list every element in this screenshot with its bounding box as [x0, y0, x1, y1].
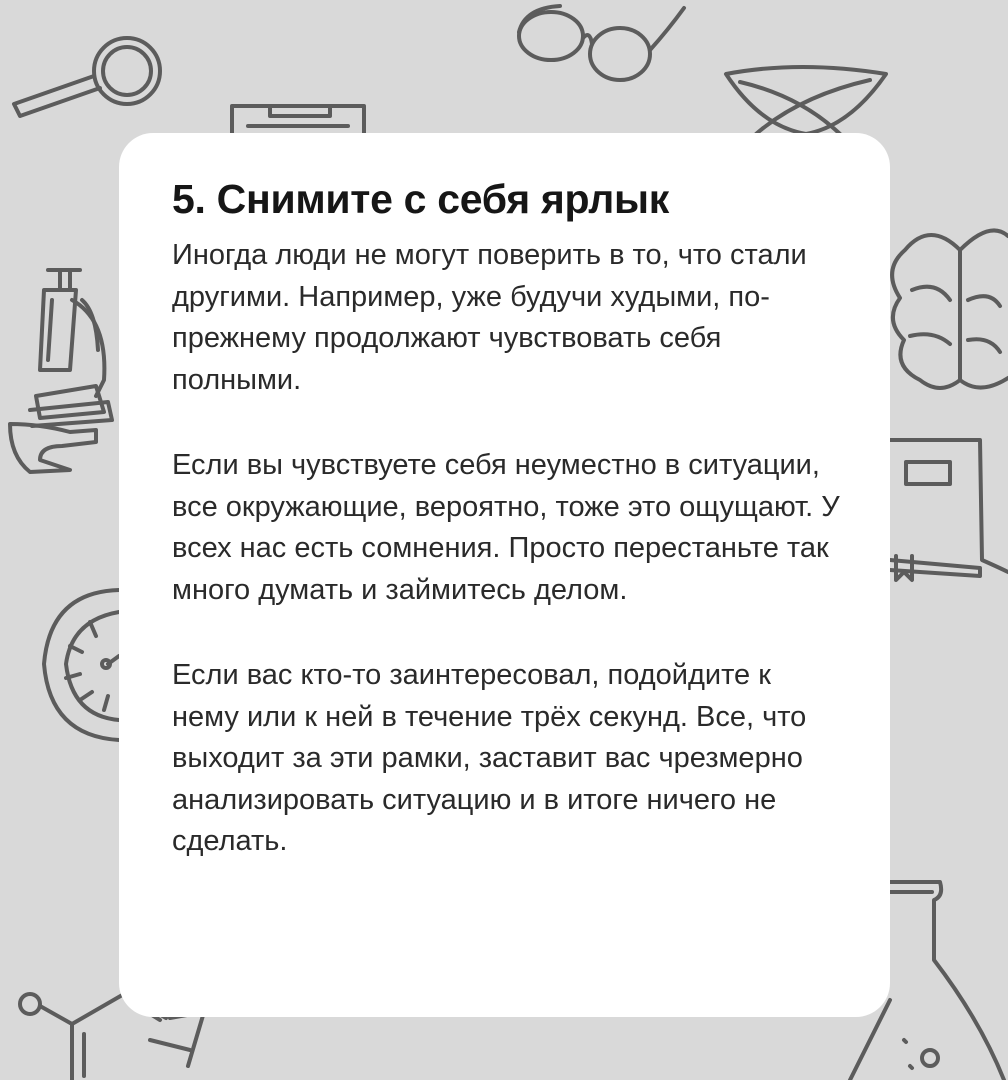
atom-icon	[726, 67, 886, 134]
content-card	[119, 133, 890, 1017]
magnifier-icon	[14, 38, 160, 116]
clipboard-icon	[232, 106, 364, 133]
glasses-icon	[519, 6, 684, 80]
card-title: 5. Снимите с себя ярлык	[172, 176, 669, 222]
paragraph-2: Если вы чувствуете себя неуместно в ситуации, все окружающие, вероятно, тоже это ощущают. У всех нас есть сомнения. Просто перестаньте так много думать и займитесь делом.	[172, 449, 840, 606]
book-icon	[890, 440, 1008, 580]
paragraph-1: Иногда люди не могут поверить в то, что стали другими. Например, уже будучи худыми, по-прежнему продолжают чувствовать себя полными.	[172, 239, 807, 396]
clock-icon	[44, 590, 119, 740]
microscope-icon	[10, 270, 112, 472]
paragraph-3: Если вас кто-то заинтересовал, подойдите к нему или к ней в течение трёх секунд. Все, что выходит за эти рамки, заставит вас чрезмерно анализировать ситуацию и в итоге ничего не сделать.	[172, 659, 807, 857]
brain-icon	[892, 230, 1008, 388]
